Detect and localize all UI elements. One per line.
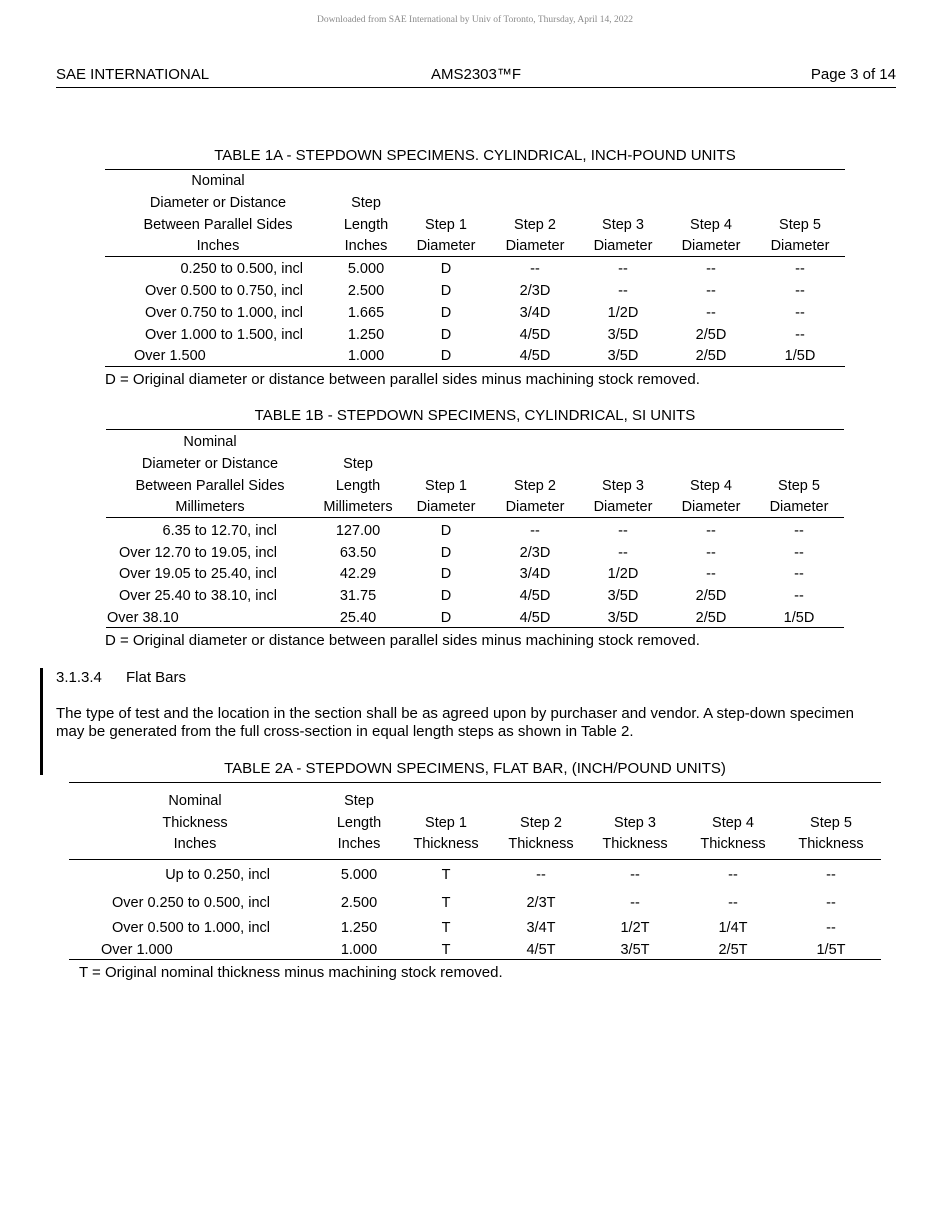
table-cell: -- <box>794 523 804 539</box>
table-cell: 1.250 <box>340 920 378 936</box>
column-header: Step 3 <box>614 814 656 831</box>
column-header: Diameter <box>416 238 476 255</box>
column-header: Diameter <box>770 238 830 255</box>
column-header: Diameter or Distance <box>141 455 279 472</box>
download-watermark: Downloaded from SAE International by Univ of Toronto, Thursday, April 14, 2022 <box>316 15 634 25</box>
column-header: Inches <box>337 836 381 853</box>
column-header: Diameter <box>416 499 476 516</box>
column-header: Thickness <box>508 836 574 853</box>
table-cell: -- <box>706 545 716 561</box>
table-cell: D <box>440 283 452 299</box>
table-cell: -- <box>530 523 540 539</box>
table-cell: D <box>440 523 452 539</box>
table-cell: -- <box>826 895 836 911</box>
column-header: Step 2 <box>514 216 556 233</box>
table-cell: -- <box>826 867 836 883</box>
table-cell: -- <box>794 566 804 582</box>
table-cell: 2/5D <box>695 348 727 364</box>
table-cell: 1.000 <box>347 348 385 364</box>
column-header: Millimeters <box>175 499 245 516</box>
table-cell: -- <box>618 283 628 299</box>
table-cell: -- <box>530 261 540 277</box>
table-title: TABLE 1B - STEPDOWN SPECIMENS, CYLINDRICAL, SI UNITS <box>254 407 696 424</box>
row-range-cell: Up to 0.250, incl <box>165 867 270 883</box>
table-cell: 3/5D <box>607 588 639 604</box>
table-cell: 1.250 <box>347 327 385 343</box>
table-top-rule <box>105 169 845 170</box>
table-cell: 2.500 <box>347 283 385 299</box>
column-header: Diameter <box>769 499 829 516</box>
table-cell: 2/5D <box>695 610 727 626</box>
table-cell: -- <box>794 545 804 561</box>
row-range-cell: Over 12.70 to 19.05, incl <box>119 545 277 561</box>
row-range-cell: Over 19.05 to 25.40, incl <box>119 566 277 582</box>
table-cell: 1.665 <box>347 305 385 321</box>
column-header: Nominal <box>191 173 245 190</box>
table-cell: D <box>440 261 452 277</box>
column-header: Inches <box>344 238 388 255</box>
column-header: Step 5 <box>779 216 821 233</box>
header-organization: SAE INTERNATIONAL <box>56 66 210 83</box>
table-cell: 25.40 <box>339 610 377 626</box>
table-cell: -- <box>795 283 805 299</box>
table-cell: 1/2D <box>607 305 639 321</box>
table-cell: -- <box>728 895 738 911</box>
column-header: Step 4 <box>690 477 732 494</box>
column-header: Diameter <box>593 499 653 516</box>
table-cell: 1/4T <box>718 920 748 936</box>
column-header: Length <box>343 216 389 233</box>
column-header: Step 2 <box>514 477 556 494</box>
table-cell: 4/5D <box>519 588 551 604</box>
table-cell: 2/3D <box>519 283 551 299</box>
table-cell: -- <box>795 305 805 321</box>
table-cell: -- <box>706 523 716 539</box>
revision-change-bar <box>40 668 43 775</box>
table-cell: -- <box>618 523 628 539</box>
row-range-cell: Over 38.10 <box>107 610 179 626</box>
table-cell: D <box>440 545 452 561</box>
table-cell: -- <box>826 920 836 936</box>
table-cell: 3/4T <box>526 920 556 936</box>
table-cell: 4/5D <box>519 610 551 626</box>
table-cell: 2/5D <box>695 327 727 343</box>
table-cell: 2/3T <box>526 895 556 911</box>
section-paragraph <box>56 705 906 741</box>
table-cell: D <box>440 566 452 582</box>
table-top-rule <box>106 429 844 430</box>
table-title: TABLE 1A - STEPDOWN SPECIMENS. CYLINDRICAL, INCH-POUND UNITS <box>214 147 736 164</box>
table-cell: 31.75 <box>339 588 377 604</box>
row-range-cell: Over 0.500 to 0.750, incl <box>145 283 303 299</box>
table-cell: 63.50 <box>339 545 377 561</box>
table-cell: 2/5T <box>718 942 748 958</box>
row-range-cell: 6.35 to 12.70, incl <box>162 523 277 539</box>
column-header: Length <box>335 477 381 494</box>
table-cell: 3/5D <box>607 327 639 343</box>
column-header: Step 3 <box>602 216 644 233</box>
table-cell: 5.000 <box>340 867 378 883</box>
table-cell: -- <box>706 283 716 299</box>
table-cell: T <box>441 895 451 911</box>
table-cell: D <box>440 348 452 364</box>
column-header: Inches <box>173 836 217 853</box>
column-header: Thickness <box>162 814 228 831</box>
header-page-number: Page 3 of 14 <box>810 66 896 83</box>
table-cell: 2/3D <box>519 545 551 561</box>
table-cell: 4/5D <box>519 348 551 364</box>
row-range-cell: Over 1.000 to 1.500, incl <box>145 327 303 343</box>
table-cell: T <box>441 942 451 958</box>
row-range-cell: 0.250 to 0.500, incl <box>180 261 303 277</box>
section-number: 3.1.3.4 <box>56 669 102 686</box>
column-header: Step 1 <box>425 814 467 831</box>
table-cell: 5.000 <box>347 261 385 277</box>
column-header: Diameter <box>593 238 653 255</box>
table-cell: 1/5D <box>783 610 815 626</box>
table-cell: 42.29 <box>339 566 377 582</box>
column-header: Step <box>351 194 381 211</box>
page-header <box>56 66 896 88</box>
column-header: Millimeters <box>323 499 393 516</box>
table-cell: 3/5D <box>607 348 639 364</box>
paragraph-line: may be generated from the full cross-section in equal length steps as shown in Table 2. <box>56 723 634 740</box>
table-cell: 2/5D <box>695 588 727 604</box>
table-cell: 2.500 <box>340 895 378 911</box>
table-cell: -- <box>706 566 716 582</box>
table-note: D = Original diameter or distance between parallel sides minus machining stock removed. <box>105 632 700 649</box>
column-header: Between Parallel Sides <box>135 477 285 494</box>
table-cell: D <box>440 610 452 626</box>
table-cell: D <box>440 305 452 321</box>
table-cell: -- <box>795 261 805 277</box>
table-cell: 4/5D <box>519 327 551 343</box>
column-header: Inches <box>196 238 240 255</box>
column-header: Diameter <box>505 499 565 516</box>
column-header: Step 2 <box>520 814 562 831</box>
column-header: Step 4 <box>690 216 732 233</box>
table-cell: -- <box>706 261 716 277</box>
column-header: Step 4 <box>712 814 754 831</box>
column-header: Thickness <box>798 836 864 853</box>
table-cell: 1/5D <box>784 348 816 364</box>
table-cell: -- <box>706 305 716 321</box>
row-range-cell: Over 0.250 to 0.500, incl <box>112 895 270 911</box>
table-cell: -- <box>630 867 640 883</box>
table-cell: 1/2D <box>607 566 639 582</box>
column-header: Step <box>344 792 374 809</box>
column-header: Diameter <box>681 499 741 516</box>
column-header: Thickness <box>700 836 766 853</box>
table-top-rule <box>69 782 881 783</box>
column-header: Diameter or Distance <box>149 194 287 211</box>
table-cell: 3/5T <box>620 942 650 958</box>
column-header: Nominal <box>183 434 237 451</box>
row-range-cell: Over 0.750 to 1.000, incl <box>145 305 303 321</box>
column-header: Thickness <box>413 836 479 853</box>
table-cell: -- <box>618 261 628 277</box>
table-cell: -- <box>630 895 640 911</box>
table-cell: -- <box>728 867 738 883</box>
header-document-number: AMS2303™F <box>430 66 522 83</box>
table-cell: T <box>441 920 451 936</box>
table-cell: 1.000 <box>340 942 378 958</box>
column-header: Nominal <box>168 792 222 809</box>
table-cell: 3/5D <box>607 610 639 626</box>
table-cell: 3/4D <box>519 305 551 321</box>
table-cell: 127.00 <box>335 523 381 539</box>
table-cell: 1/5T <box>816 942 846 958</box>
table-note: T = Original nominal thickness minus machining stock removed. <box>79 964 503 981</box>
table-cell: -- <box>536 867 546 883</box>
table-cell: D <box>440 327 452 343</box>
row-range-cell: Over 0.500 to 1.000, incl <box>112 920 270 936</box>
table-cell: -- <box>795 327 805 343</box>
table-cell: 1/2T <box>620 920 650 936</box>
column-header: Step 1 <box>425 477 467 494</box>
table-cell: 4/5T <box>526 942 556 958</box>
column-header: Between Parallel Sides <box>143 216 293 233</box>
table-title: TABLE 2A - STEPDOWN SPECIMENS, FLAT BAR, (INCH/POUND UNITS) <box>224 760 726 777</box>
table-cell: T <box>441 867 451 883</box>
table-cell: -- <box>794 588 804 604</box>
column-header: Step <box>343 455 373 472</box>
table-header-rule <box>69 859 881 860</box>
row-range-cell: Over 1.000 <box>101 942 173 958</box>
section-title: Flat Bars <box>126 669 187 686</box>
paragraph-line: The type of test and the location in the section shall be as agreed upon by purchaser and vendor. A step-down specimen <box>56 705 855 722</box>
table-cell: D <box>440 588 452 604</box>
row-range-cell: Over 1.500 <box>134 348 206 364</box>
column-header: Thickness <box>602 836 668 853</box>
column-header: Length <box>336 814 382 831</box>
table-cell: -- <box>618 545 628 561</box>
column-header: Diameter <box>681 238 741 255</box>
column-header: Diameter <box>505 238 565 255</box>
table-cell: 3/4D <box>519 566 551 582</box>
table-note: D = Original diameter or distance between parallel sides minus machining stock removed. <box>105 371 700 388</box>
column-header: Step 5 <box>810 814 852 831</box>
column-header: Step 3 <box>602 477 644 494</box>
column-header: Step 1 <box>425 216 467 233</box>
row-range-cell: Over 25.40 to 38.10, incl <box>119 588 277 604</box>
column-header: Step 5 <box>778 477 820 494</box>
